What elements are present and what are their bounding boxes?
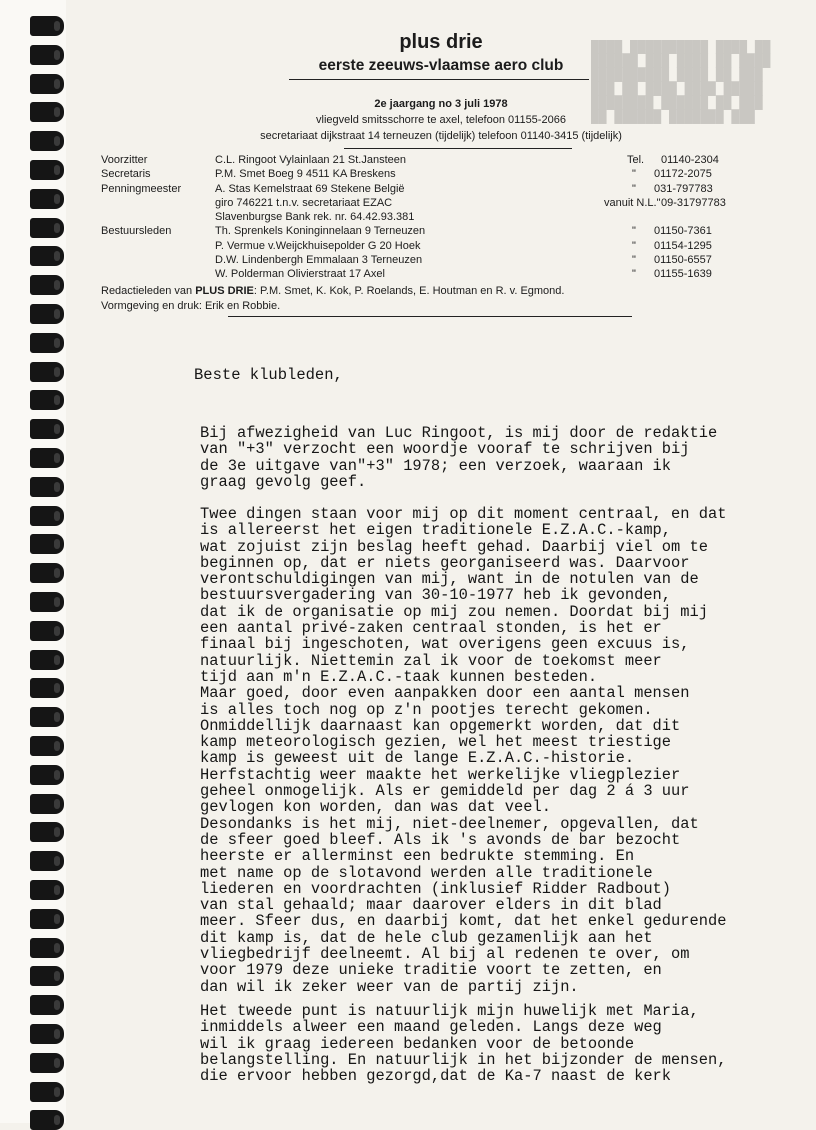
binding-ring (30, 218, 64, 238)
board-row (101, 182, 751, 196)
board-role: Voorzitter (101, 154, 148, 166)
board-row (101, 153, 751, 167)
binding-ring (30, 707, 64, 727)
binding-ring (30, 131, 64, 151)
binding-ring (30, 246, 64, 266)
binding-ring (30, 678, 64, 698)
ditto-mark: " (632, 182, 636, 195)
binding-ring (30, 506, 64, 526)
board-person: A. Stas Kemelstraat 69 Stekene België (215, 182, 405, 195)
binding-ring (30, 45, 64, 65)
board-person: P.M. Smet Boeg 9 4511 KA Breskens (215, 168, 396, 181)
binding-ring (30, 16, 64, 36)
board-row (101, 253, 751, 267)
ditto-mark: " (632, 268, 636, 281)
board-row (101, 267, 751, 281)
board-phone: 031-797783 (654, 182, 713, 195)
board-person: C.L. Ringoot Vylainlaan 21 St.Jansteen (215, 154, 406, 166)
board-row (101, 196, 751, 210)
binding-ring (30, 1024, 64, 1044)
binding-ring (30, 448, 64, 468)
board-role: Penningmeester (101, 182, 182, 195)
binding-ring (30, 275, 64, 295)
header-rule (344, 148, 572, 149)
binding-ring (30, 822, 64, 842)
board-person: Slavenburgse Bank rek. nr. 64.42.93.381 (215, 211, 415, 224)
paragraph-camp: Twee dingen staan voor mij op dit moment centraal, en dat is allereerst het eigen traditionele E.Z.A.C.-kamp, wat zojuist zijn beslag heeft gehad. Daarbij viel om te beginnen op, dat er niets georganiseerd was. Daarvoor verontschuldigingen van mij, want in de notulen van de bestuursvergadering van 30-10-1977 heb ik gevonden, dat ik de organisatie op mij zou nemen. Doordat bij mij een aantal privé-zaken centraal stonden, is het er finaal bij ingeschoten, wat overigens geen excuus is, natuurlijk. Niettemin zal ik voor de toekomst meer tijd aan m'n E.Z.A.C.-taak kunnen besteden. Maar goed, door even aanpakken door een aantal mensen is alles toch nog op z'n pootjes terecht gekomen. Onmiddellijk daarnaast kan opgemerkt worden, dat dit kamp meteorologisch gezien, wel het meest triestige kamp is geweest uit de lange E.Z.A.C.-historie. Herfstachtig weer maakte het werkelijke vliegplezier geheel onmogelijk. Als er gemiddeld per dag 2 á 3 uur gevlogen kon worden, dan was dat veel. Desondanks is het mij, niet-deelnemer, opgevallen, dat de sfeer goed bleef. Als ik 's avonds de bar bezocht heerste er allerminst een bedrukte stemming. En met name op de slotavond werden alle traditionele liederen en voordrachten (inklusief Ridder Radbout) van stal gehaald; maar daarover elders in dit blad meer. Sfeer dus, en daarbij komt, dat het enkel gedurende dit kamp is, dat de hele club gezamenlijk aan het vliegbedrijf deelneemt. Al bij al redenen te over, om voor 1979 deze unieke traditie voort te zetten, en dan wil ik zeker weer van de partij zijn. (200, 505, 727, 996)
binding-ring (30, 650, 64, 670)
binding-ring (30, 333, 64, 353)
board-phone: 01150-6557 (654, 254, 712, 267)
board-person: giro 746221 t.n.v. secretariaat EZAC (215, 196, 393, 209)
ditto-mark: " (632, 168, 636, 181)
editors-names: : P.M. Smet, K. Kok, P. Roelands, E. Houtman en R. v. Egmond. (253, 285, 565, 297)
binding-ring (30, 563, 64, 583)
ditto-mark: " (632, 254, 636, 267)
magazine-name: PLUS DRIE (195, 285, 254, 297)
salutation: Beste klubleden, (194, 366, 343, 384)
binding-ring (30, 851, 64, 871)
binding-ring (30, 160, 64, 180)
binding-ring (30, 909, 64, 929)
binding-ring (30, 1110, 64, 1130)
binding-ring (30, 390, 64, 410)
board-row (101, 167, 751, 181)
binding-ring (30, 621, 64, 641)
paragraph-intro: Bij afwezigheid van Luc Ringoot, is mij door de redaktie van "+3" verzocht een woordje vooraf te schrijven bij de 3e uitgave van"+3" 1978; een verzoek, waaraan ik graag gevolg geef. (200, 424, 718, 491)
board-role: Secretaris (101, 168, 151, 181)
binding-ring (30, 880, 64, 900)
board-row (101, 210, 751, 224)
editors-line (101, 285, 564, 297)
binding-ring (30, 74, 64, 94)
board-phone: 09-31797783 (661, 196, 726, 209)
board-phone: 01155-1639 (654, 268, 712, 281)
binding-ring (30, 794, 64, 814)
issue-line: 2e jaargang no 3 juli 1978 (374, 98, 508, 110)
board-phone: 01172-2075 (654, 168, 712, 181)
board-row (101, 239, 751, 253)
binding-ring (30, 534, 64, 554)
binding-ring (30, 419, 64, 439)
ditto-mark: " (632, 225, 636, 238)
board-phone: 01154-1295 (654, 239, 712, 252)
board-list (101, 153, 751, 282)
board-person: P. Vermue v.Weijckhuisepolder G 20 Hoek (215, 239, 421, 252)
phone-prefix: Tel. (627, 154, 645, 166)
binding-ring (30, 304, 64, 324)
editors-label: Redactieleden van (101, 285, 193, 297)
board-role: Bestuursleden (101, 225, 172, 238)
binding-ring (30, 1082, 64, 1102)
paragraph-wedding: Het tweede punt is natuurlijk mijn huwelijk met Maria, inmiddels alweer een maand geleden. Langs deze weg wil ik graag iedereen bedanken voor de betoonde belangstelling. En natuurlijk in het bijzonder de mensen, die ervoor hebben gezorgd,dat de Ka-7 naast de kerk (200, 1002, 727, 1086)
ditto-mark: " (632, 239, 636, 252)
board-person: Th. Sprenkels Koninginnelaan 9 Terneuzen (215, 225, 426, 238)
board-person: W. Polderman Olivierstraat 17 Axel (215, 268, 385, 281)
phone-prefix: vanuit N.L." (604, 196, 661, 209)
title-rule (289, 79, 589, 80)
binding-ring (30, 1053, 64, 1073)
board-row (101, 224, 751, 238)
binding-ring (30, 362, 64, 382)
binding-ring (30, 995, 64, 1015)
binding-ring (30, 592, 64, 612)
board-phone: 01150-7361 (654, 225, 712, 238)
binding-ring (30, 102, 64, 122)
binding-ring (30, 736, 64, 756)
spiral-binding (0, 0, 66, 1123)
binding-ring (30, 938, 64, 958)
binding-ring (30, 765, 64, 785)
airfield-line: vliegveld smitsschorre te axel, telefoon 01155-2066 (316, 114, 566, 126)
credits-rule (228, 316, 632, 317)
binding-ring (30, 966, 64, 986)
design-line: Vormgeving en druk: Erik en Robbie. (101, 300, 281, 312)
board-person: D.W. Lindenbergh Emmalaan 3 Terneuzen (215, 254, 423, 267)
secretariat-line: secretariaat dijkstraat 14 terneuzen (tijdelijk) telefoon 01140-3415 (tijdelijk) (260, 130, 622, 142)
show-through-text: ████ ██████████ ████ ██ ██████ ███ ████ ██ ████ ██████████ ████ ██ ███ ███ ██ ████ ████ █████ ████████ ██████ ██ ███ ██ ██████ ███████ ███ (591, 40, 771, 124)
binding-ring (30, 189, 64, 209)
binding-ring (30, 477, 64, 497)
board-phone: 01140-2304 (661, 154, 719, 166)
club-name: eerste zeeuws-vlaamse aero club (318, 57, 564, 74)
newsletter-page (66, 0, 816, 1123)
newsletter-title: plus drie (399, 31, 483, 53)
